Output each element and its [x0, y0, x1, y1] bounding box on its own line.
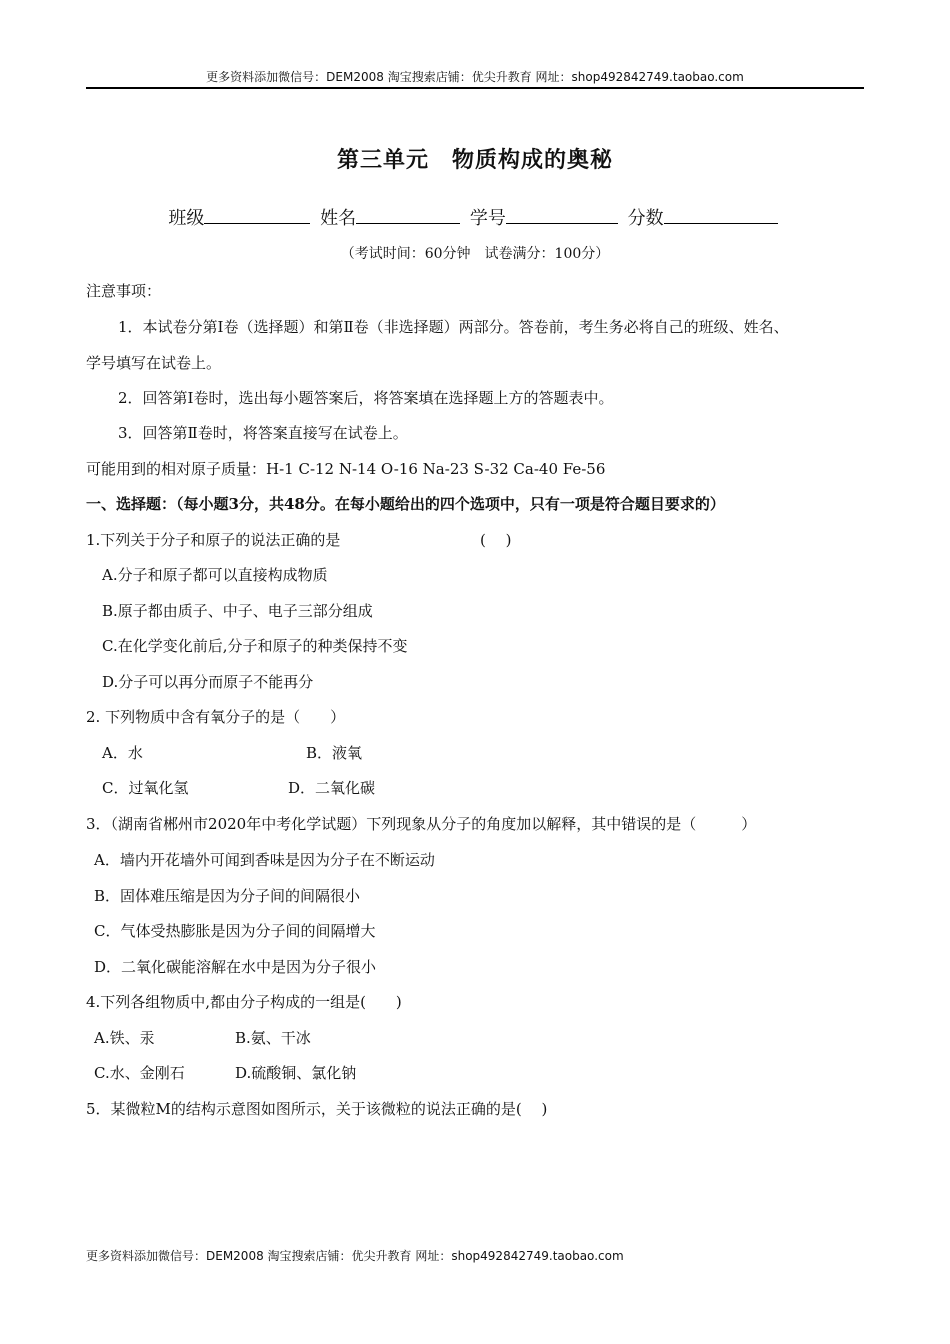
q3-stem: 3．（湖南省郴州市2020年中考化学试题）下列现象从分子的角度加以解释，其中错误的是（ ）: [86, 815, 757, 833]
score-blank[interactable]: [664, 203, 778, 224]
student-info-line: [0, 203, 950, 233]
q4-option-a: A.铁、汞: [94, 1029, 155, 1047]
notes-heading: 注意事项：: [86, 282, 162, 300]
class-label: 班级: [168, 208, 205, 229]
q1-option-c: C.在化学变化前后,分子和原子的种类保持不变: [102, 637, 408, 655]
score-label: 分数: [627, 208, 664, 229]
q2-option-c: C．过氧化氢: [102, 779, 189, 797]
q4-option-b: B.氨、干冰: [235, 1029, 311, 1047]
exam-time: （考试时间：60分钟 试卷满分：100分）: [340, 246, 610, 262]
q2-stem: 2. 下列物质中含有氧分子的是（ ）: [86, 708, 346, 726]
q3-option-b: B．固体难压缩是因为分子间的间隔很小: [94, 887, 361, 905]
q1-option-d: D.分子可以再分而原子不能再分: [102, 673, 314, 691]
page-footer: 更多资料添加微信号：DEM2008 淘宝搜索店铺：优尖升教育 网址：shop492842749.taobao.com: [86, 1249, 624, 1263]
page-header: 更多资料添加微信号：DEM2008 淘宝搜索店铺：优尖升教育 网址：shop492842749.taobao.com: [206, 70, 744, 84]
q3-option-c: C．气体受热膨胀是因为分子间的间隔增大: [94, 922, 376, 940]
q1-option-a: A.分子和原子都可以直接构成物质: [102, 566, 328, 584]
q1-answer-paren: ( ): [480, 531, 512, 549]
name-label: 姓名: [320, 208, 357, 229]
page-title: 第三单元 物质构成的奥秘: [336, 147, 613, 173]
note-item-3: 3．回答第Ⅱ卷时，将答案直接写在试卷上。: [118, 424, 408, 442]
q1-stem: 1.下列关于分子和原子的说法正确的是: [86, 531, 341, 549]
id-blank[interactable]: [506, 203, 618, 224]
q4-option-d: D.硫酸铜、氯化钠: [235, 1064, 357, 1082]
q1-option-b: B.原子都由质子、中子、电子三部分组成: [102, 602, 373, 620]
note-item-2: 2．回答第Ⅰ卷时，选出每小题答案后，将答案填在选择题上方的答题表中。: [118, 389, 614, 407]
q4-option-c: C.水、金刚石: [94, 1064, 185, 1082]
q4-stem: 4.下列各组物质中,都由分子构成的一组是( ): [86, 993, 402, 1011]
note-item-1-line-1: 1．本试卷分第Ⅰ卷（选择题）和第Ⅱ卷（非选择题）两部分。答卷前，考生务必将自己的班级、姓名、: [118, 318, 789, 336]
q2-option-d: D．二氧化碳: [288, 779, 376, 797]
q5-stem: 5．某微粒M的结构示意图如图所示，关于该微粒的说法正确的是( ): [86, 1100, 548, 1118]
name-blank[interactable]: [356, 203, 460, 224]
q3-option-a: A．墙内开花墙外可闻到香味是因为分子在不断运动: [94, 851, 435, 869]
q2-option-a: A．水: [102, 744, 143, 762]
class-blank[interactable]: [204, 203, 310, 224]
q3-option-d: D．二氧化碳能溶解在水中是因为分子很小: [94, 958, 377, 976]
q2-option-b: B．液氧: [306, 744, 363, 762]
note-item-1-line-2: 学号填写在试卷上。: [86, 354, 222, 372]
id-label: 学号: [469, 208, 506, 229]
header-rule: [86, 87, 864, 89]
atomic-masses: 可能用到的相对原子质量：H-1 C-12 N-14 O-16 Na-23 S-32 Ca-40 Fe-56: [86, 460, 606, 478]
section-1-heading: 一、选择题：（每小题3分，共48分。在每小题给出的四个选项中，只有一项是符合题目要求的）: [86, 495, 725, 513]
